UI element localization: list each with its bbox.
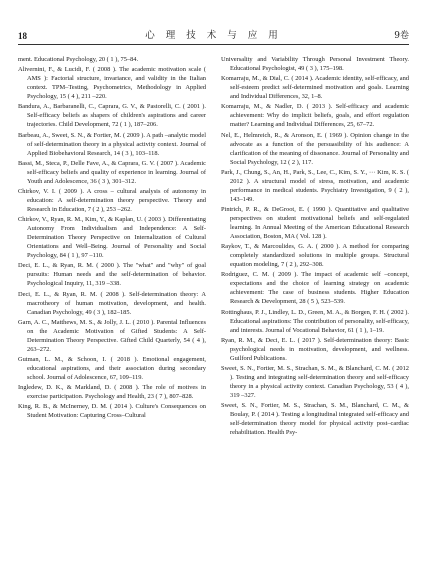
reference-entry: Ingledew, D. K., & Markland, D. ( 2008 ). The role of motives in exercise participation. Psychology and Health, 23 ( 7 ), 807–828. — [18, 384, 206, 401]
reference-entry: Chirkov, V., Ryan, R. M., Kim, Y., & Kaplan, U. ( 2003 ). Differentiating Autonomy From Individualism and Independence: A Self-Determination Theory Perspective on Internalization of Cultural Orientations and Well–Being. Journal of Personality and Social Psychology, 84 ( 1 ), 97 –110. — [18, 216, 206, 260]
reference-entry: Komarraju, M., & Dial, C. ( 2014 ). Academic identity, self-efficacy, and self-esteem predict self-determined motivation and goals. Learning and Individual Differences, 32, 1–8. — [221, 75, 409, 101]
reference-entry: Deci, E. L., & Ryan, R. M. ( 2000 ). The "what" and "why" of goal pursuits: Human needs and the self-determination of behavior. Psychological Inquiry, 11, 319 –338. — [18, 262, 206, 288]
reference-entry: Barbeau, A., Sweet, S. N., & Fortier, M. ( 2009 ). A path –analytic model of self-determination theory in a physical activity context. Journal of Applied Biobehavioral Research, 14 ( 3 ), 103–118. — [18, 131, 206, 157]
reference-entry: Deci, E. L., & Ryan, R. M. ( 2008 ). Self-determination theory: A macrotheory of human motivation, development, and health. Canadian Psychology, 49 ( 3 ), 182–185. — [18, 290, 206, 316]
references-left-column — [18, 55, 206, 421]
reference-entry: Komarraju, M., & Nadler, D. ( 2013 ). Self-efficacy and academic achievement: Why do implicit beliefs, goals, and effort regulation matter? Learning and Individual Differences, 25, 67–72. — [221, 103, 409, 129]
references-right-column — [221, 55, 409, 438]
reference-entry: Sweet, S. N., Fortier, M. S., Strachan, S. M., & Blanchard, C. M. ( 2012 ). Testing and integrating self-determination theory and self-efficacy theory in a physical activity context. Canadian Psychology, 53 ( 4 ), 319 –327. — [221, 364, 409, 399]
reference-entry: ment. Educational Psychology, 20 ( 1 ), 75–84. — [18, 56, 139, 63]
reference-entry: Bassi, M., Steca, P., Delle Fave, A., & Caprara, G. V. ( 2007 ). Academic self-efficacy beliefs and quality of experience in learning. Journal of Youth and Adolescence, 36 ( 3 ), 301–312. — [18, 159, 206, 185]
running-header — [18, 30, 409, 45]
reference-entry: Gutman, L. M., & Schoon, I. ( 2018 ). Emotional engagement, educational aspirations, and their association during secondary school. Journal of Adolescence, 67, 109–119. — [18, 355, 206, 381]
page-number: 18 — [18, 31, 27, 41]
reference-entry: Pintrich, P. R., & DeGroot, E. ( 1990 ). Quantitative and qualitative perspectives on student motivational beliefs and self-regulated learning. In Annual Meeting of the American Educational Research Association, Boston, MA ( Vol. 128 ). — [221, 205, 409, 240]
reference-entry: Nel, E., Helmreich, R., & Aronson, E. ( 1969 ). Opinion change in the advocate as a function of the persuasibility of his audience: A clarification of the meaning of dissonance. Journal of Personality and Social Psychology, 12 ( 2 ), 117. — [221, 131, 409, 166]
reference-entry: Park, J., Chung, S., An, H., Park, S., Lee, C., Kim, S. Y., ··· Kim, K. S. ( 2012 ). A structural model of stress, motivation, and academic performance in medical students. Psychiatry Investigation, 9 ( 2 ), 143–149. — [221, 168, 409, 203]
reference-entry: Rottinghaus, P. J., Lindley, L. D., Green, M. A., & Borgen, F. H. ( 2002 ). Educational aspirations: The contribution of personality, self-efficacy, and interests. Journal of Vocational Behavior, 61 ( 1 ), 1–19. — [221, 308, 409, 334]
reference-entry: Garn, A. C., Matthews, M. S., & Jolly, J. L. ( 2010 ). Parental Influences on the Academic Motivation of Gifted Students: A Self-Determination Theory Perspective. Gifted Child Quarterly, 54 ( 4 ), 263–272. — [18, 318, 206, 353]
reference-entry: Raykov, T., & Marcoulides, G. A. ( 2000 ). A method for comparing completely standardized solutions in multiple groups. Structural equation modeling, 7 ( 2 ), 292–308. — [221, 243, 409, 269]
reference-entry: Sweet, S. N., Fortier, M. S., Strachan, S. M., Blanchard, C. M., & Boulay, P. ( 2014 ). Testing a longitudinal integrated self-efficacy and self-determination theory model for physical activity post–cardiac rehabilitation. Health Psy- — [221, 402, 409, 437]
reference-entry: Bandura, A., Barbaranelli, C., Caprara, G. V., & Pastorelli, C. ( 2001 ). Self-efficacy beliefs as shapers of children's aspirations and career trajectories. Child Development, 72 ( 1 ), 187–206. — [18, 103, 206, 129]
reference-entry: Ryan, R. M., & Deci, E. L. ( 2017 ). Self-determination theory: Basic psychological needs in motivation, development, and wellness. Guilford Publications. — [221, 336, 409, 362]
reference-entry: Universality and Variability Through Personal Investment Theory. Educational Psychologist, 49 ( 3 ), 175–198. — [221, 56, 409, 72]
reference-entry: Rodriguez, C. M. ( 2009 ). The impact of academic self –concept, expectations and the choice of learning strategy on academic achievement: The case of business students. Higher Education Research & Development, 28 ( 5 ), 523–539. — [221, 271, 409, 306]
reference-entry: Alivernini, F., & Lucidi, F. ( 2008 ). The academic motivation scale ( AMS ): Factorial structure, invariance, and validity in the Italian context. TPM–Testing, Psychometrics, Methodology in Applied Psychology, 15 ( 4 ), 211 –220. — [18, 66, 206, 101]
volume-label: 9卷 — [394, 31, 409, 41]
journal-title: 心 理 技 术 与 应 用 — [145, 30, 282, 41]
reference-entry: Chirkov, V. I. ( 2009 ). A cross – cultural analysis of autonomy in education: A self-determination theory perspective. Theory and Research in Education, 7 ( 2 ), 253 –262. — [18, 187, 206, 213]
reference-entry: King, R. B., & McInerney, D. M. ( 2014 ). Culture's Consequences on Student Motivation: Capturing Cross–Cultural — [18, 403, 206, 420]
